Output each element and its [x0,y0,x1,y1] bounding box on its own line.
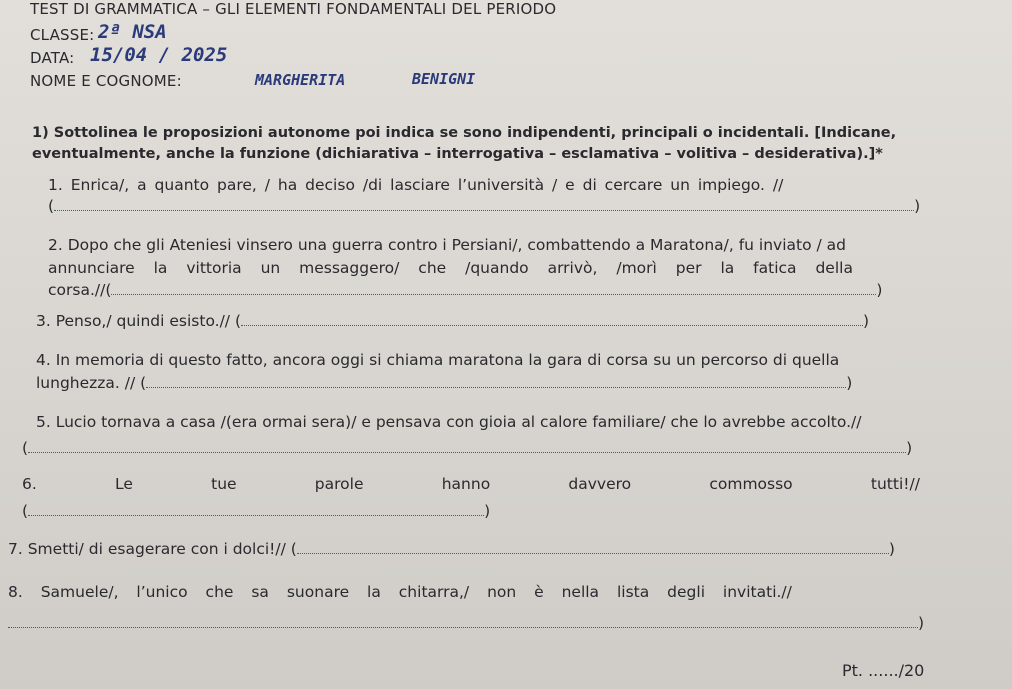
item-2-line-3: corsa.//( [48,281,112,299]
instruction-line-2: eventualmente, anche la funzione (dichiarativa – interrogativa – esclamativa – volitiva – desiderativa).]* [32,146,883,162]
name-label: NOME E COGNOME: [30,72,182,90]
item-6-word: hanno [441,475,491,493]
instruction-line-1: 1) Sottolinea le proposizioni autonome poi indica se sono indipendenti, principali o incidentali. [Indicane, [32,125,897,141]
item-3-text: 3. Penso,/ quindi esisto.// ( [36,312,241,330]
answer-dotted-line [146,375,846,388]
close-paren: ) [846,374,853,392]
item-7-text: 7. Smetti/ di esagerare con i dolci!// ( [8,540,297,558]
item-6-word: commosso [709,475,793,493]
item-7-answer-line[interactable] [8,540,895,558]
worksheet-title: TEST DI GRAMMATICA – GLI ELEMENTI FONDAMENTALI DEL PERIODO [30,0,557,18]
answer-dotted-line [28,503,484,516]
item-8-answer-line[interactable] [8,614,924,632]
answer-dotted-line [8,615,918,628]
item-6-word: Le [115,475,133,493]
date-value-handwritten: 15/04 / 2025 [90,44,228,66]
item-2-line-1: 2. Dopo che gli Ateniesi vinsero una guerra contro i Persiani/, combattendo a Maratona/, fu inviato / ad [48,236,847,254]
item-3-answer-line[interactable] [36,312,869,330]
answer-dotted-line [297,541,889,554]
item-6-word: 6. [22,475,37,493]
score-box: Pt. ....../20 [842,661,925,680]
answer-dotted-line [28,440,906,453]
item-6-word: tutti!// [870,475,920,493]
open-paren: ( [48,197,55,215]
date-label: DATA: [30,49,75,67]
close-paren: ) [888,540,895,558]
item-1-text: 1. Enrica/, a quanto pare, / ha deciso /di lasciare l’università / e di cercare un impiego. // [48,176,784,194]
first-name-handwritten: MARGHERITA [255,71,346,89]
close-paren: ) [484,502,491,520]
item-2-answer-line[interactable] [48,281,882,299]
item-6-answer-line[interactable] [22,502,490,520]
answer-dotted-line [241,313,863,326]
close-paren: ) [876,281,883,299]
last-name-handwritten: BENIGNI [412,70,476,88]
close-paren: ) [863,312,870,330]
item-4-line-2: lunghezza. // ( [36,374,147,392]
close-paren: ) [906,439,913,457]
item-1-answer-line[interactable] [48,197,920,215]
item-4-line-1: 4. In memoria di questo fatto, ancora oggi si chiama maratona la gara di corsa su un percorso di quella [36,351,840,369]
class-value-handwritten: 2ª NSA [98,21,167,43]
class-label: CLASSE: [30,26,95,44]
item-6-word: parole [314,475,364,493]
item-4-answer-line[interactable] [36,374,852,392]
item-5-answer-line[interactable] [22,439,912,457]
answer-dotted-line [111,282,876,295]
open-paren: ( [22,502,29,520]
item-6-word: davvero [568,475,632,493]
close-paren: ) [918,614,925,632]
answer-dotted-line [54,198,914,211]
item-6-text [22,475,920,493]
item-8-text: 8. Samuele/, l’unico che sa suonare la chitarra,/ non è nella lista degli invitati.// [8,583,792,601]
open-paren: ( [22,439,29,457]
close-paren: ) [914,197,921,215]
item-2-line-2: annunciare la vittoria un messaggero/ che /quando arrivò, /morì per la fatica della [48,259,853,277]
item-5-text: 5. Lucio tornava a casa /(era ormai sera)/ e pensava con gioia al calore familiare/ che lo avrebbe accolto.// [36,413,862,431]
item-6-word: tue [211,475,237,493]
